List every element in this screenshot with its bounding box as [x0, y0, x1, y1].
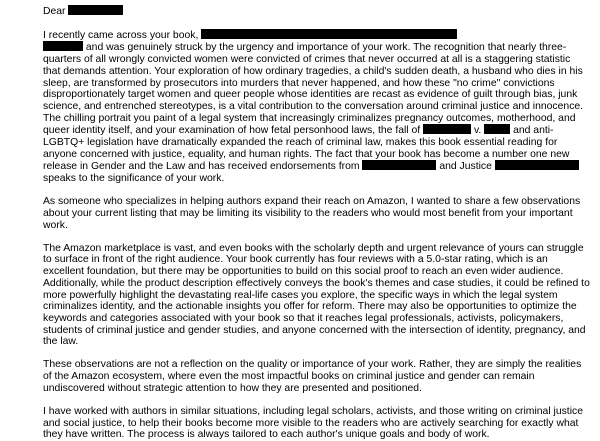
paragraph-introduction: As someone who specializes in helping authors expand their reach on Amazon, I wanted to share a few observations about your current listing that may be limiting its visibility to the readers who would most benefit from your important work. [43, 196, 581, 231]
paragraph-experience: I have worked with authors in similar situations, including legal scholars, activists, and those writing on criminal justice and social justice, to help their books become more visible to the readers who are actively searching for exactly what they have written. The process is always tailored to each author's unique goals and body of work. [43, 405, 583, 441]
p1-text-4: and anti-LGBTQ+ legislation have dramatically expanded the reach of criminal law, makes this book essential reading for anyone concerned with justice, equality, and human rights. The fact that your book has become a number one new release in Gender and the Law and has received endorsements from [43, 125, 570, 173]
paragraph-book-praise [43, 29, 590, 185]
redacted-case-name-part2 [484, 124, 510, 134]
p1-text-2: and was genuinely struck by the urgency and importance of your work. The recognition that nearly three-quarters of all wrongly convicted women were convicted of crimes that never occurred at all is a staggering statistic that demands attention. Your exploration of how ordinary tragedies, a child's sudden death, a husband who dies in his sleep, are transformed by prosecutors into murders that never happened, and how these "no crime" convictions disproportionately target women and queer people whose identities are recast as evidence of guilt through bias, junk science, and entrenched stereotypes, is a vital contribution to the conversation around criminal justice and innocence. The chilling portrait you paint of a legal system that increasingly criminalizes pregnancy outcomes, motherhood, and queer identity itself, and your examination of how fetal personhood laws, the fall of [43, 42, 584, 137]
p1-text-1: I recently came across your book, [43, 29, 199, 41]
p1-text-3: v. [473, 125, 482, 137]
redacted-recipient-name [68, 5, 123, 15]
redacted-book-title [201, 29, 457, 39]
p1-text-6: speaks to the significance of your work. [43, 173, 225, 185]
paragraph-marketplace-observations: The Amazon marketplace is vast, and even books with the scholarly depth and urgent relevance of yours can struggle to surface in front of the right audience. Your book currently has four reviews with a 5.0-star rating, which is an excellent foundation, but there may be opportunities to build on this social proof to reach an even wider audience. Additionally, while the product description effectively conveys the book's themes and case studies, it could be refined to more powerfully highlight the devastating real-life cases you explore, the specific ways in which the legal system criminalizes identity, and the actionable insights you offer for reform. There may also be opportunities to optimize the keywords and categories associated with your book so that it reaches legal professionals, activists, policymakers, students of criminal justice and gender studies, and anyone concerned with the intersection of identity, pregnancy, and the law. [43, 242, 590, 348]
redacted-case-name-part1 [423, 124, 471, 134]
greeting-line [43, 5, 590, 18]
redacted-endorser-2 [495, 160, 579, 170]
redacted-endorser-1 [362, 160, 436, 170]
greeting-text: Dear [43, 6, 66, 17]
p1-text-5: and Justice [439, 161, 492, 173]
paragraph-ecosystem-realities: These observations are not a reflection on the quality or importance of your work. Rather, they are simply the realities of the Amazon ecosystem, where even the most impactful books on criminal justice and gender can remain undiscovered without strategic attention to how they are presented and positioned. [43, 359, 582, 394]
redacted-author-name [43, 41, 83, 51]
